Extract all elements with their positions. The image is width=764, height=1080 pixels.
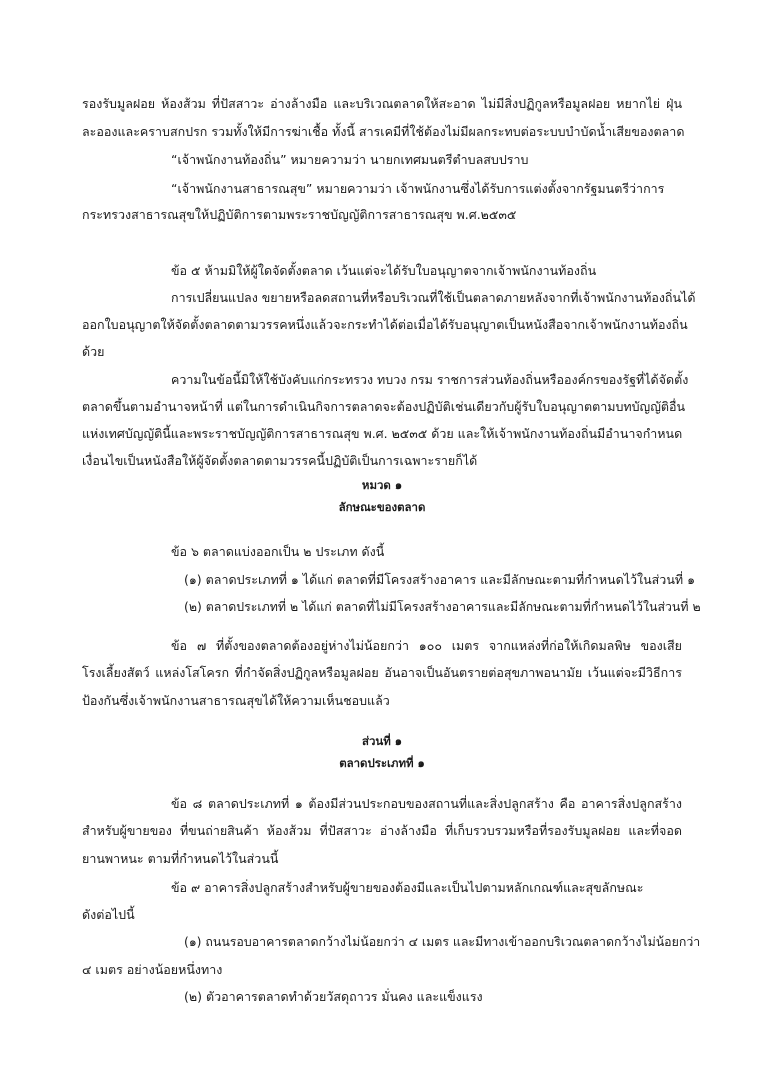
list-item: (๒) ตลาดประเภทที่ ๒ ได้แก่ ตลาดที่ไม่มีโครงสร้างอาคารและมีลักษณะตามที่กำหนดไว้ในส่วนที่ ๒ [184,600,701,614]
clause-6: ข้อ ๖ ตลาดแบ่งออกเป็น ๒ ประเภท ดังนี้ [171,544,385,559]
list-item: (๒) ตัวอาคารตลาดทำด้วยวัสดุถาวร มั่นคง และแข็งแรง [184,989,483,1004]
paragraph-line: ละอองและคราบสกปรก รวมทั้งให้มีการฆ่าเชื้อ ทั้งนี้ สารเคมีที่ใช้ต้องไม่มีผลกระทบต่อระบบบำบัดน้ำเสียของตลาด [82,124,685,139]
clause-9: ข้อ ๙ อาคารสิ่งปลูกสร้างสำหรับผู้ขายของต้องมีและเป็นไปตามหลักเกณฑ์และสุขลักษณะ [171,880,644,895]
paragraph-line: โรงเลี้ยงสัตว์ แหล่งโสโครก ที่กำจัดสิ่งปฏิกูลหรือมูลฝอย อันอาจเป็นอันตรายต่อสุขภาพอนามัย เว้นแต่จะมีวิธีการ [82,665,682,680]
definition-health-officer: “เจ้าพนักงานสาธารณสุข” หมายความว่า เจ้าพนักงานซึ่งได้รับการแต่งตั้งจากรัฐมนตรีว่าการ [171,181,665,196]
section-title: ตลาดประเภทที่ ๑ [339,756,425,770]
paragraph-line: สำหรับผู้ขายของ ที่ขนถ่ายสินค้า ห้องส้วม ที่ปัสสาวะ อ่างล้างมือ ที่เก็บรวบรวมหรือที่รองรับมูลฝอย และที่จอด [82,823,682,838]
section-heading: ส่วนที่ ๑ [361,734,402,748]
paragraph-line: การเปลี่ยนแปลง ขยายหรือลดสถานที่หรือบริเวณที่ใช้เป็นตลาดภายหลังจากที่เจ้าพนักงานท้องถิ่นได้ [171,290,696,305]
paragraph-line: ออกใบอนุญาตให้จัดตั้งตลาดตามวรรคหนึ่งแล้วจะกระทำได้ต่อเมื่อได้รับอนุญาตเป็นหนังสือจากเจ้าพนักงานท้องถิ่น [82,317,688,332]
list-item: (๑) ตลาดประเภทที่ ๑ ได้แก่ ตลาดที่มีโครงสร้างอาคาร และมีลักษณะตามที่กำหนดไว้ในส่วนที่ ๑ [184,572,696,587]
chapter-title: ลักษณะของตลาด [338,500,426,514]
paragraph-line: ความในข้อนี้มิให้ใช้บังคับแก่กระทรวง ทบวง กรม ราชการส่วนท้องถิ่นหรือองค์กรของรัฐที่ได้จัดตั้ง [171,372,689,387]
clause-5: ข้อ ๕ ห้ามมิให้ผู้ใดจัดตั้งตลาด เว้นแต่จะได้รับใบอนุญาตจากเจ้าพนักงานท้องถิ่น [171,263,597,278]
definition-local-officer: “เจ้าพนักงานท้องถิ่น” หมายความว่า นายกเทศมนตรีตำบลสบปราบ [171,152,529,167]
paragraph-line: ดังต่อไปนี้ [82,907,135,922]
paragraph-line: แห่งเทศบัญญัตินี้และพระราชบัญญัติการสาธารณสุข พ.ศ. ๒๕๓๕ ด้วย และให้เจ้าพนักงานท้องถิ่นมีอำนาจกำหนด [82,426,683,441]
paragraph-line: รองรับมูลฝอย ห้องส้วม ที่ปัสสาวะ อ่างล้างมือ และบริเวณตลาดให้สะอาด ไม่มีสิ่งปฏิกูลหรือมูลฝอย หยากไย่ ฝุ่น [82,96,682,111]
paragraph-line: ยานพาหนะ ตามที่กำหนดไว้ในส่วนนี้ [82,851,279,866]
clause-7: ข้อ ๗ ที่ตั้งของตลาดต้องอยู่ห่างไม่น้อยกว่า ๑๐๐ เมตร จากแหล่งที่ก่อให้เกิดมลพิษ ของเสีย [171,638,682,653]
chapter-heading: หมวด ๑ [361,478,403,492]
paragraph-line: ด้วย [82,344,105,359]
paragraph-line: กระทรวงสาธารณสุขให้ปฏิบัติการตามพระราชบัญญัติการสาธารณสุข พ.ศ.๒๕๓๕ [82,207,517,222]
clause-8: ข้อ ๘ ตลาดประเภทที่ ๑ ต้องมีส่วนประกอบของสถานที่และสิ่งปลูกสร้าง คือ อาคารสิ่งปลูกสร้าง [171,796,682,811]
paragraph-line: ป้องกันซึ่งเจ้าพนักงานสาธารณสุขได้ให้ความเห็นชอบแล้ว [82,693,390,708]
paragraph-line: เงื่อนไขเป็นหนังสือให้ผู้จัดตั้งตลาดตามวรรคนี้ปฏิบัติเป็นการเฉพาะรายก็ได้ [82,453,478,468]
paragraph-line: ๔ เมตร อย่างน้อยหนึ่งทาง [82,962,223,977]
list-item: (๑) ถนนรอบอาคารตลาดกว้างไม่น้อยกว่า ๔ เมตร และมีทางเข้าออกบริเวณตลาดกว้างไม่น้อยกว่า [184,935,701,949]
paragraph-line: ตลาดขึ้นตามอำนาจหน้าที่ แต่ในการดำเนินกิจการตลาดจะต้องปฏิบัติเช่นเดียวกับผู้รับใบอนุญาตตามบทบัญญัติอื่น [82,399,686,414]
